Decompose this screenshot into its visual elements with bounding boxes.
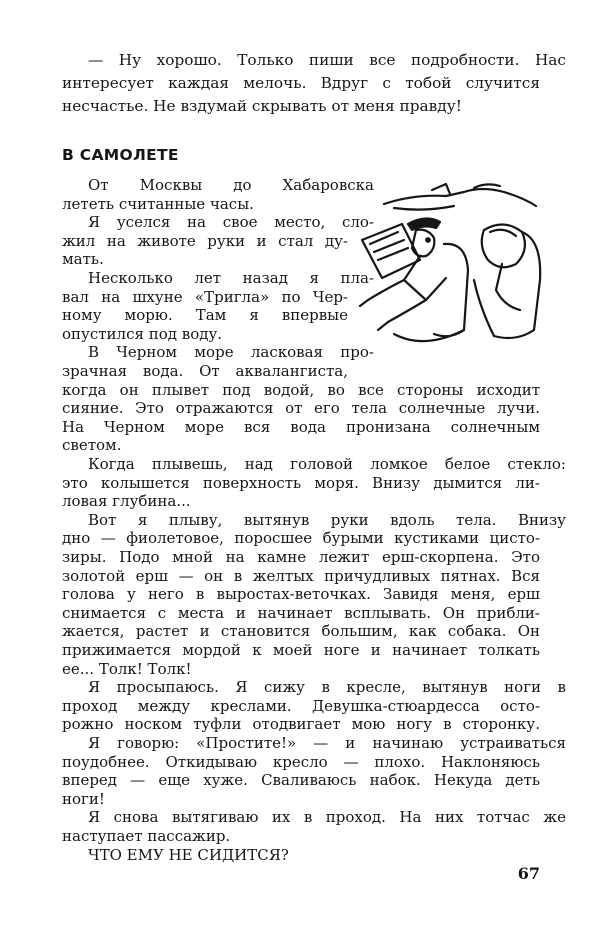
text-line: вал на шхуне «Тригла» по Чер- [62,287,348,306]
text-line: зрачная вода. От аквалангиста, [62,362,348,380]
text-line: несчастье. Не вздумай скрывать от меня правду! [62,97,462,115]
text-line: ее... Толк! Толк! [62,659,192,678]
text-line: сияние. Это отражаются от его тела солнечные лучи. [62,399,540,418]
text-line: это колышется поверхность моря. Внизу дымится ли- [62,473,540,492]
text-line: Несколько лет назад я пла- [88,269,374,287]
text-line: прижимается мордой к моей ноге и начинает толкать [62,641,540,659]
text-line: голова у него в выростах-веточках. Завидя меня, ерш [62,585,540,604]
text-line: дно — фиолетовое, поросшее бурыми кустиками цисто- [62,529,540,548]
text-line: лететь считанные часы. [62,194,254,213]
section-heading: В САМОЛЕТЕ [62,146,179,164]
text-line: — Ну хорошо. Только пиши все подробности. Нас [88,51,566,69]
text-line: В Черном море ласковая про- [88,343,374,362]
text-line: зиры. Подо мной на камне лежит ерш-скорпена. Это [62,548,540,566]
text-line: Я говорю: «Простите!» — и начинаю устраиваться [88,734,566,752]
text-line: Я снова вытягиваю их в проход. На них тотчас же [88,808,566,827]
text-line: поудобнее. Откидываю кресло — плохо. Наклоняюсь [62,752,540,771]
text-line: опустился под воду. [62,324,223,343]
page-number: 67 [517,864,540,883]
text-line: рожно носком туфли отодвигает мою ногу в сторонку. [62,715,540,734]
text-line: жил на животе руки и стал ду- [62,231,348,250]
text-line: ному морю. Там я впервые [62,306,348,325]
text-line: На Черном море вся вода пронизана солнечным [62,417,540,436]
text-line: светом. [62,436,122,455]
text-line: жается, растет и становится большим, как собака. Он [62,622,540,641]
text-line: Когда плывешь, над головой ломкое белое стекло: [88,455,566,473]
text-line: Вот я плыву, вытянув руки вдоль тела. Внизу [88,510,566,529]
text-line: мать. [62,250,104,269]
text-line: ловая глубина... [62,492,191,511]
text-line: вперед — еще хуже. Сваливаюсь набок. Некуда деть [62,771,540,790]
airplane-passengers-sketch-icon [354,180,550,355]
text-line: золотой ерш — он в желтых причудливых пятнах. Вся [62,566,540,585]
text-line: ноги! [62,789,105,808]
text-line: Я уселся на свое место, сло- [88,213,374,232]
subheading: ЧТО ЕМУ НЕ СИДИТСЯ? [88,845,289,864]
text-line: От Москвы до Хабаровска [88,176,374,194]
text-line: проход между креслами. Девушка-стюардесса осто- [62,696,540,715]
text-line: наступает пассажир. [62,827,231,845]
text-line: снимается с места и начинает всплывать. Он прибли- [62,603,540,622]
text-line: когда он плывет под водой, во все стороны исходит [62,380,540,399]
text-line: Я просыпаюсь. Я сижу в кресле, вытянув ноги в [88,678,566,697]
text-line: интересует каждая мелочь. Вдруг с тобой случится [62,74,540,92]
